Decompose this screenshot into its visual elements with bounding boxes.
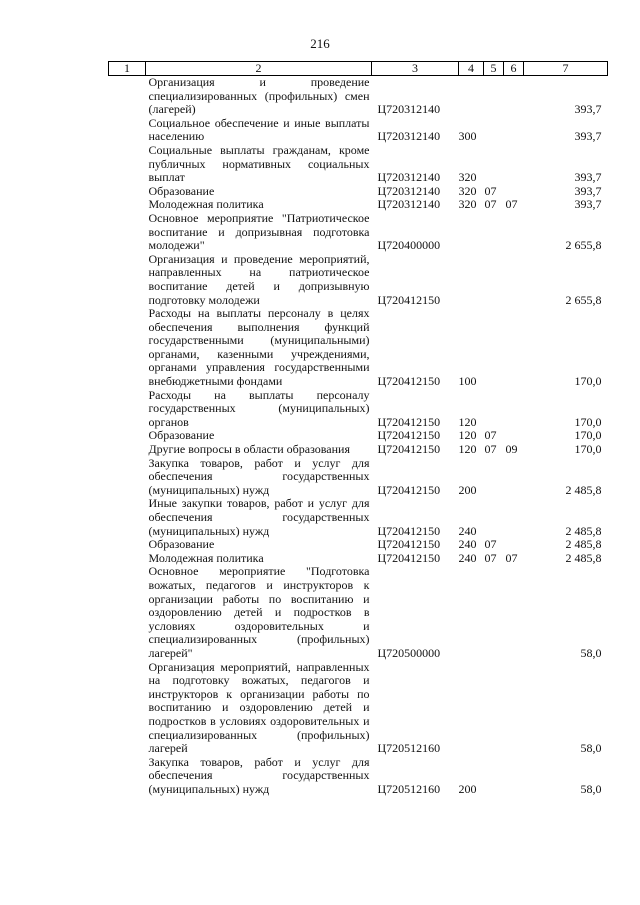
expense-name-cell: Организация и проведение специализированных (профильных) смен (лагерей) <box>148 75 370 117</box>
subsection-cell <box>504 565 524 660</box>
section-cell: 07 <box>484 183 497 198</box>
row-index-cell <box>109 457 146 498</box>
amount-cell: 58,0 <box>580 645 602 660</box>
subsection-cell <box>504 457 524 498</box>
subsection-cell <box>504 538 524 552</box>
subsection-cell <box>504 117 524 144</box>
table-row <box>109 661 608 756</box>
expense-name-cell: Иные закупки товаров, работ и услуг для обеспечения государственных (муниципальных) нужд <box>148 496 370 538</box>
expense-name-cell: Образование <box>148 537 215 552</box>
target-code-cell: Ц720312140 <box>377 197 441 212</box>
table-row <box>109 756 608 797</box>
target-code-cell: Ц720312140 <box>377 170 441 185</box>
table-row <box>109 538 608 552</box>
expense-name-cell: Социальные выплаты гражданам, кроме публичных нормативных социальных выплат <box>148 142 370 185</box>
amount-cell: 2 655,8 <box>565 292 602 307</box>
amount-cell: 58,0 <box>580 781 602 796</box>
row-index-cell <box>109 497 146 538</box>
section-cell <box>484 212 504 253</box>
table-row <box>109 198 608 212</box>
row-index-cell <box>109 429 146 443</box>
section-cell <box>484 661 504 756</box>
amount-cell: 393,7 <box>574 170 602 185</box>
subsection-cell <box>504 429 524 443</box>
expense-name-cell: Организация и проведение мероприятий, направленных на патриотическое воспитание детей и допризывную подготовку молодежи <box>148 251 370 307</box>
target-code-cell: Ц720512160 <box>377 781 441 796</box>
target-code-cell: Ц720412150 <box>377 537 441 552</box>
section-cell: 07 <box>484 550 497 565</box>
subsection-cell <box>504 212 524 253</box>
subsection-cell: 07 <box>505 197 518 212</box>
section-cell: 07 <box>484 442 497 457</box>
table-row <box>109 253 608 307</box>
section-cell <box>484 756 504 797</box>
expense-name-cell: Образование <box>148 428 215 443</box>
subsection-cell <box>504 756 524 797</box>
subsection-cell <box>504 497 524 538</box>
amount-cell: 170,0 <box>574 442 602 457</box>
header-col-6: 6 <box>504 62 524 76</box>
header-col-5: 5 <box>484 62 504 76</box>
expense-type-cell: 120 <box>458 428 477 443</box>
amount-cell: 2 485,8 <box>565 537 602 552</box>
expense-type-cell <box>459 253 484 307</box>
target-code-cell: Ц720412150 <box>377 550 441 565</box>
row-index-cell <box>109 389 146 430</box>
header-col-3: 3 <box>372 62 459 76</box>
section-cell <box>484 307 504 389</box>
section-cell: 07 <box>484 537 497 552</box>
row-index-cell <box>109 565 146 660</box>
expense-type-cell: 120 <box>458 414 477 429</box>
budget-table <box>108 61 608 796</box>
subsection-cell <box>504 307 524 389</box>
amount-cell: 393,7 <box>574 129 602 144</box>
table-row <box>109 497 608 538</box>
expense-type-cell: 100 <box>458 374 477 389</box>
table-row <box>109 389 608 430</box>
row-index-cell <box>109 198 146 212</box>
table-header-row <box>109 62 608 76</box>
amount-cell: 170,0 <box>574 414 602 429</box>
amount-cell: 58,0 <box>580 741 602 756</box>
row-index-cell <box>109 307 146 389</box>
target-code-cell: Ц720412150 <box>377 414 441 429</box>
expense-type-cell <box>459 661 484 756</box>
row-index-cell <box>109 253 146 307</box>
amount-cell: 2 485,8 <box>565 482 602 497</box>
amount-cell: 170,0 <box>574 428 602 443</box>
expense-type-cell: 300 <box>458 129 477 144</box>
expense-name-cell: Расходы на выплаты персоналу государственных (муниципальных) органов <box>148 387 370 429</box>
target-code-cell: Ц720400000 <box>377 238 441 253</box>
target-code-cell: Ц720312140 <box>377 129 441 144</box>
table-row <box>109 565 608 660</box>
expense-name-cell: Расходы на выплаты персоналу в целях обеспечения выполнения функций государственными (муниципальными) органами, казенными учреждениями, органами управления государственными внебюджетными фондами <box>148 306 370 389</box>
expense-type-cell: 240 <box>458 550 477 565</box>
header-col-1: 1 <box>109 62 146 76</box>
table-row <box>109 76 608 117</box>
section-cell: 07 <box>484 428 497 443</box>
expense-name-cell: Закупка товаров, работ и услуг для обеспечения государственных (муниципальных) нужд <box>148 754 370 796</box>
expense-type-cell: 200 <box>458 482 477 497</box>
table-row <box>109 144 608 185</box>
expense-type-cell <box>459 565 484 660</box>
amount-cell: 2 485,8 <box>565 550 602 565</box>
header-col-4: 4 <box>459 62 484 76</box>
row-index-cell <box>109 661 146 756</box>
target-code-cell: Ц720412150 <box>377 374 441 389</box>
expense-type-cell: 240 <box>458 537 477 552</box>
subsection-cell <box>504 185 524 199</box>
subsection-cell <box>504 389 524 430</box>
target-code-cell: Ц720412150 <box>377 482 441 497</box>
target-code-cell: Ц720312140 <box>377 102 441 117</box>
row-index-cell <box>109 144 146 185</box>
row-index-cell <box>109 538 146 552</box>
expense-name-cell: Другие вопросы в области образования <box>148 442 350 457</box>
row-index-cell <box>109 443 146 457</box>
amount-cell: 393,7 <box>574 183 602 198</box>
expense-name-cell: Основное мероприятие "Патриотическое воспитание и допризывная подготовка молодежи" <box>148 210 370 253</box>
table-row <box>109 443 608 457</box>
target-code-cell: Ц720500000 <box>377 645 441 660</box>
amount-cell: 170,0 <box>574 374 602 389</box>
expense-name-cell: Социальное обеспечение и иные выплаты населению <box>148 115 370 144</box>
expense-type-cell: 320 <box>458 183 477 198</box>
expense-type-cell <box>459 76 484 117</box>
expense-type-cell: 120 <box>458 442 477 457</box>
amount-cell: 393,7 <box>574 102 602 117</box>
row-index-cell <box>109 117 146 144</box>
expense-name-cell: Основное мероприятие "Подготовка вожатых, педагогов и инструкторов к организации работы по воспитанию и оздоровлению детей и подростков в условиях оздоровительных и специализированных (профильных) лагерей" <box>148 564 370 660</box>
header-col-7: 7 <box>524 62 608 76</box>
section-cell <box>484 117 504 144</box>
table-body <box>109 76 608 797</box>
target-code-cell: Ц720412150 <box>377 428 441 443</box>
page-number: 216 <box>310 36 330 51</box>
expense-type-cell: 320 <box>458 197 477 212</box>
section-cell <box>484 144 504 185</box>
section-cell <box>484 565 504 660</box>
expense-type-cell: 240 <box>458 523 477 538</box>
expense-type-cell <box>459 212 484 253</box>
expense-name-cell: Организация мероприятий, направленных на подготовку вожатых, педагогов и инструкторов к организации работы по воспитанию и оздоровлению детей и подростков в условиях оздоровительных и специализированных (профильных) лагерей <box>148 659 370 756</box>
table-row <box>109 117 608 144</box>
section-cell <box>484 457 504 498</box>
subsection-cell <box>504 253 524 307</box>
target-code-cell: Ц720412150 <box>377 442 441 457</box>
row-index-cell <box>109 756 146 797</box>
expense-name-cell: Молодежная политика <box>148 550 264 565</box>
target-code-cell: Ц720412150 <box>377 292 441 307</box>
header-col-2: 2 <box>146 62 372 76</box>
table-row <box>109 212 608 253</box>
subsection-cell <box>504 144 524 185</box>
target-code-cell: Ц720312140 <box>377 183 441 198</box>
table-row <box>109 429 608 443</box>
section-cell <box>484 389 504 430</box>
row-index-cell <box>109 185 146 199</box>
row-index-cell <box>109 212 146 253</box>
section-cell <box>484 76 504 117</box>
table-row <box>109 457 608 498</box>
expense-name-cell: Образование <box>148 183 215 198</box>
subsection-cell: 07 <box>505 550 518 565</box>
expense-name-cell: Молодежная политика <box>148 197 264 212</box>
amount-cell: 2 655,8 <box>565 238 602 253</box>
expense-type-cell: 320 <box>458 170 477 185</box>
subsection-cell <box>504 661 524 756</box>
subsection-cell: 09 <box>505 442 518 457</box>
section-cell: 07 <box>484 197 497 212</box>
table-row <box>109 552 608 566</box>
expense-name-cell: Закупка товаров, работ и услуг для обеспечения государственных (муниципальных) нужд <box>148 455 370 497</box>
amount-cell: 2 485,8 <box>565 523 602 538</box>
section-cell <box>484 253 504 307</box>
table-row <box>109 307 608 389</box>
target-code-cell: Ц720512160 <box>377 741 441 756</box>
expense-type-cell: 200 <box>458 781 477 796</box>
row-index-cell <box>109 552 146 566</box>
section-cell <box>484 497 504 538</box>
target-code-cell: Ц720412150 <box>377 523 441 538</box>
table-row <box>109 185 608 199</box>
amount-cell: 393,7 <box>574 197 602 212</box>
row-index-cell <box>109 76 146 117</box>
subsection-cell <box>504 76 524 117</box>
